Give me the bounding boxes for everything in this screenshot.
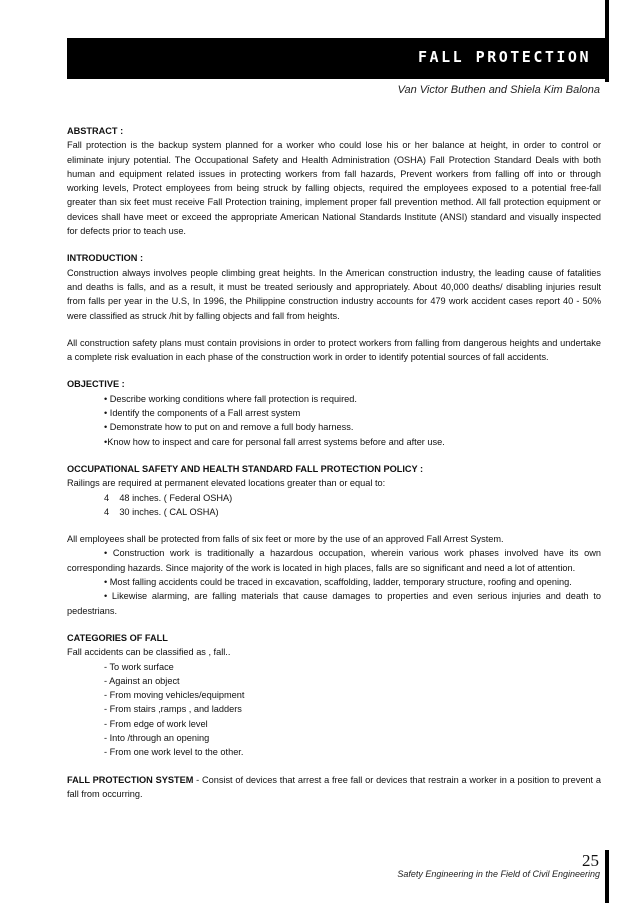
railing-height-cal: 4 30 inches. ( CAL OSHA): [104, 506, 219, 517]
category-item: - From edge of work level: [104, 718, 208, 729]
introduction-paragraph-2: All construction safety plans must contain provisions in order to protect workers from falling from dangerous heights and undertake a complete risk evaluation in each phase of the construction work in order to identify potential sources of fall accidents.: [67, 337, 601, 363]
osh-policy-bullet: • Likewise alarming, are falling materials that cause damages to properties and even serious injuries and death to pedestrians.: [67, 591, 601, 616]
osh-policy-intro: Railings are required at permanent elevated locations greater than or equal to:: [67, 478, 386, 489]
objective-item: • Describe working conditions where fall protection is required.: [104, 393, 357, 404]
railing-height-federal: 4 48 inches. ( Federal OSHA): [104, 492, 233, 503]
abstract-text: Fall protection is the backup system planned for a worker who could lose his or her balance at height, in order to control or eliminate injury potential. The Occupational Safety and Health Administration (OSHA) Fall Protection Standard Deals with both human and equipment related issues in protecting workers from fall hazards, Prevent workers from falling off into or through working levels, Protect employees from being struck by falling objects, required the employees exposed to a potential free-fall greater than six feet must receive Fall Protection training, implement proper fall prevention method. All fall protection equipment or devices shall have meet or exceed the appropriate American National Standards Institute (ANSI) standard and visually inspected for defects prior to teach use.: [67, 140, 601, 237]
categories-heading: CATEGORIES OF FALL: [67, 632, 168, 643]
abstract-heading: ABSTRACT :: [67, 126, 124, 136]
objective-heading: OBJECTIVE :: [67, 379, 125, 390]
footer-text: Safety Engineering in the Field of Civil Engineering: [397, 869, 600, 879]
objective-item: • Demonstrate how to put on and remove a full body harness.: [104, 422, 354, 433]
bottom-vertical-bar: [605, 850, 609, 903]
fall-protection-system-paragraph: [67, 773, 601, 802]
title-banner: [67, 38, 605, 79]
article-body: [67, 124, 601, 801]
page-number: 25: [582, 851, 599, 870]
osh-policy-statement: All employees shall be protected from falls of six feet or more by the use of an approved Fall Arrest System.: [67, 534, 504, 545]
osh-policy-bullet: • Most falling accidents could be traced in excavation, scaffolding, ladder, temporary structure, roofing and opening.: [104, 577, 572, 588]
category-item: - From moving vehicles/equipment: [104, 690, 245, 701]
introduction-paragraph-1: Construction always involves people climbing great heights. In the American construction industry, the leading cause of fatalities and deaths is falls, and as a result, it must be treated seriously and appropriately. About 40,000 deaths/ disabling injuries result from falls per year in the U.S, In 1996, the Philippine construction industry accounts for 479 work accident cases report 40 - 50% were classified as struck /hit by falling objects and fall from heights.: [67, 267, 601, 321]
objective-item: • Identify the components of a Fall arrest system: [104, 408, 301, 419]
category-item: - Against an object: [104, 675, 180, 686]
category-item: - From one work level to the other.: [104, 747, 244, 758]
osh-policy-heading: OCCUPATIONAL SAFETY AND HEALTH STANDARD FALL PROTECTION POLICY :: [67, 463, 424, 474]
top-vertical-bar: [605, 0, 609, 82]
category-item: - From stairs ,ramps , and ladders: [104, 704, 242, 715]
introduction-heading: INTRODUCTION :: [67, 253, 144, 264]
fall-protection-system-text: - Consist of devices that arrest a free fall or devices that restrain a worker in a position to prevent a fall from occurring.: [67, 774, 601, 799]
page-title: FALL PROTECTION: [418, 48, 591, 66]
objective-item: •Know how to inspect and care for personal fall arrest systems before and after use.: [104, 436, 445, 447]
categories-intro: Fall accidents can be classified as , fall..: [67, 647, 231, 658]
osh-policy-bullet: • Construction work is traditionally a hazardous occupation, wherein various work phases involved have its own corresponding hazards. Since majority of the work is located in high places, falls are so significant and need a lot of attention.: [67, 548, 601, 573]
authors-line: Van Victor Buthen and Shiela Kim Balona: [397, 84, 600, 96]
fall-protection-system-heading: FALL PROTECTION SYSTEM: [67, 774, 194, 785]
category-item: - Into /through an opening: [104, 732, 210, 743]
category-item: - To work surface: [104, 661, 174, 672]
